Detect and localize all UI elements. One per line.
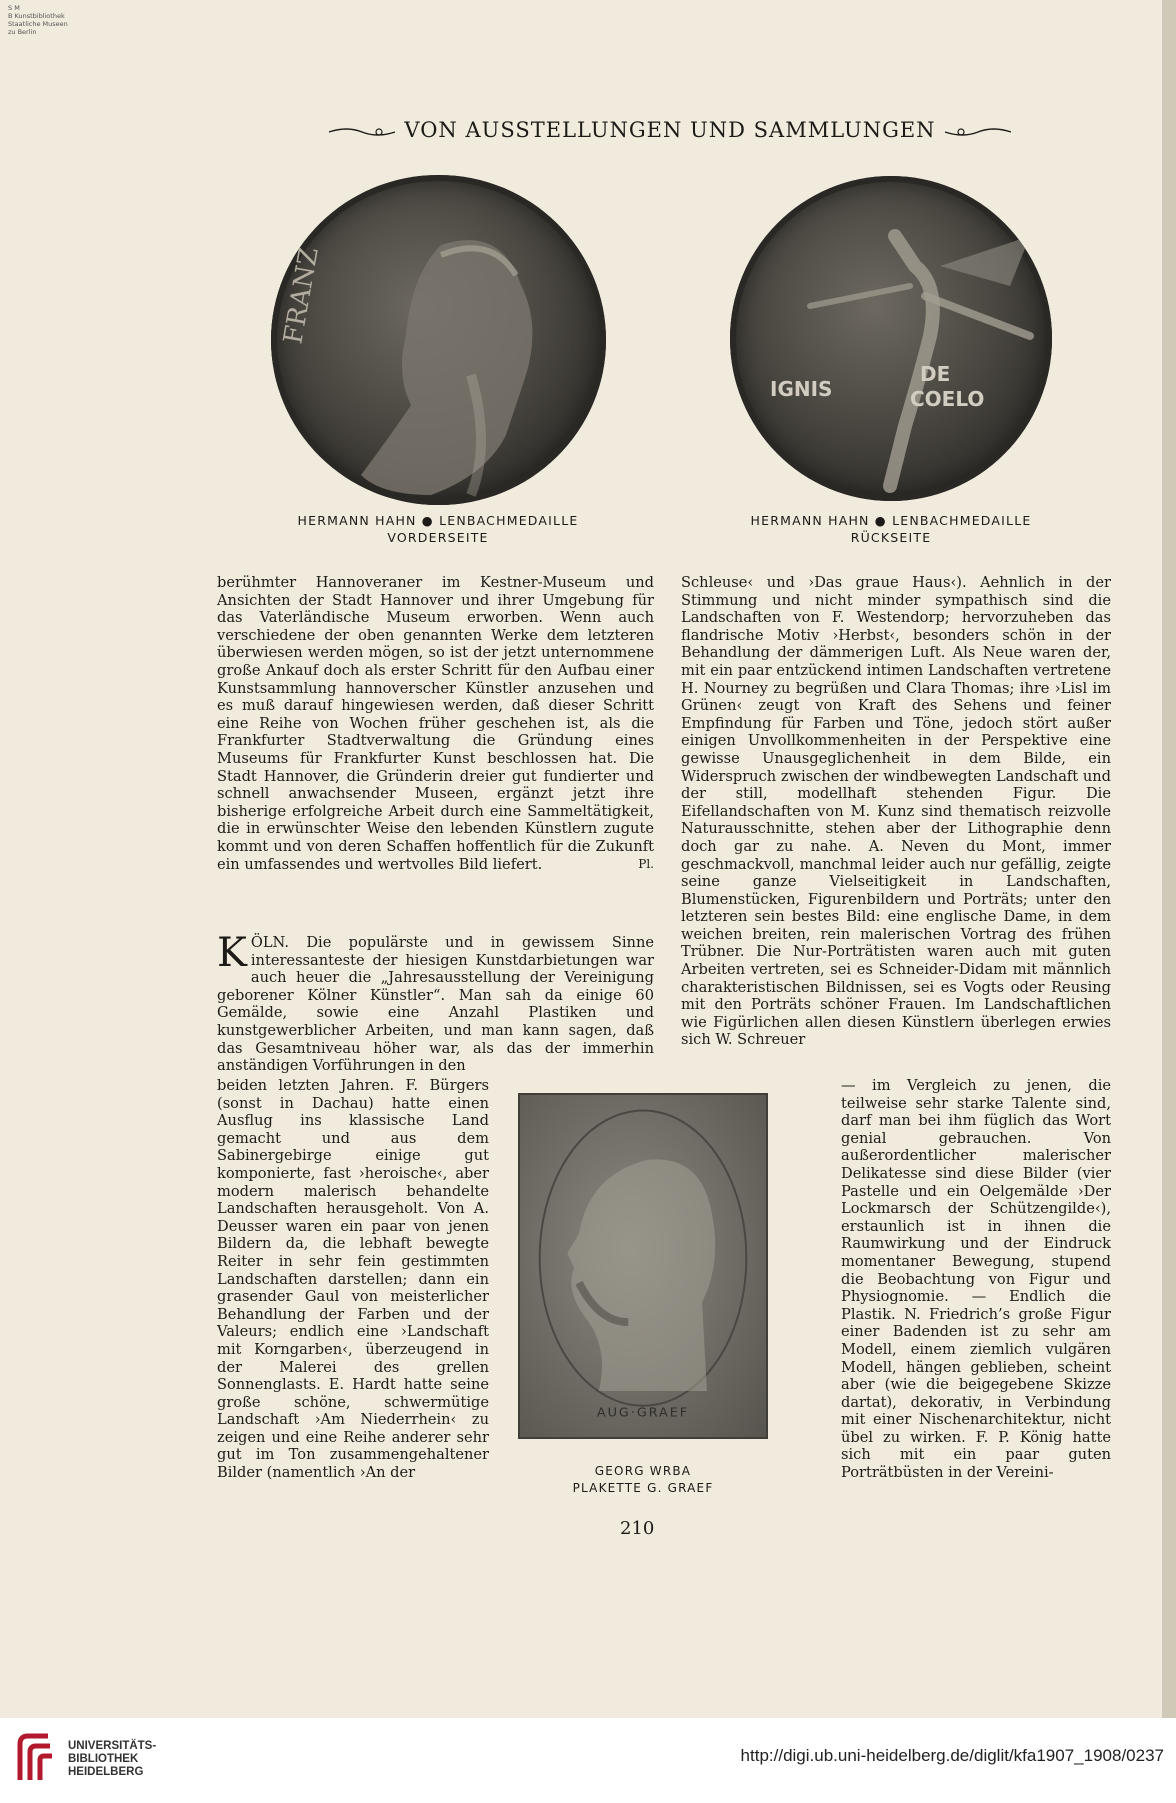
- page-edge: [1162, 0, 1176, 1718]
- viewer-footer: [0, 1718, 1176, 1803]
- lenbach-medal-front: [271, 175, 606, 505]
- left-column-koeln: [217, 930, 654, 1075]
- library-name[interactable]: [68, 1740, 156, 1779]
- caption-line: GEORG WRBA: [594, 1464, 692, 1478]
- section-header: [300, 118, 1040, 142]
- right-column-top: [681, 574, 1111, 1049]
- left-ornament-icon: [327, 124, 397, 140]
- paragraph: ÖLN. Die populärste und in gewissem Sinne interessanteste der hiesigen Kunstdarbietungen war auch heuer die „Jahresausstellung der Vereinigung geborener Kölner Künstler“. Man sah da einige 60 Gemälde, sowie eine Anzahl Plastiken und kunstgewerblicher Arbeiten, und man kann sagen, daß das Gesamtniveau höher war, als das der immerhin anständigen Vorführungen in den: [217, 934, 654, 1075]
- paragraph: beiden letzten Jahren. F. Bürgers (sonst in Dachau) hatte einen Ausflug ins klassische Land gemacht und aus dem Sabinergebirge einige gut komponierte, fast ›heroische‹, aber modern malerisch behandelte Landschaften herausgeholt. Von A. Deusser waren ein paar von jenen Bildern da, die lebhaft bewegte Reiter in sehr fein gestimmten Landschaften darstellen; dann ein grasender Gaul von meisterlicher Behandlung der Farben und der Valeurs; endlich eine ›Landschaft mit Korngarben‹, überzeugend in der Malerei des grellen Sonnenglasts. E. Hardt hatte seine große schöne, schwermütige Landschaft ›Am Niederrhein‹ zu zeigen und eine Reihe anderer sehr gut im Ton zusammengehaltener Bilder (namentlich ›An der: [217, 1077, 489, 1482]
- medal-inscription: DE: [920, 362, 951, 386]
- medal-portrait-icon: [271, 175, 606, 505]
- medal-inscription: IGNIS: [770, 377, 833, 401]
- left-column-narrow: [217, 1077, 489, 1482]
- medal-winged-figure-icon: [730, 176, 1052, 501]
- caption-line: HERMANN HAHN ● LENBACHMEDAILLE: [750, 513, 1032, 528]
- medal-front-caption: [258, 512, 618, 546]
- paragraph: berühmter Hannoveraner im Kestner-Museum und Ansichten der Stadt Hannover und ihrer Umgebung für das Vaterländische Museum erworben. Wenn auch verschiedene der oben genannten Werke dem letzteren überwiesen werden mögen, so ist der jetzt unternommene große Ankauf doch als erster Schritt für den Aufbau einer Kunstsammlung hannoverscher Künstler anzusehen und es muß darauf hingewiesen werden, daß dieser Schritt eine Reihe von Wochen früher geschehen ist, als die Frankfurter Stadtverwaltung die Gründung eines Museums für Frankfurter Kunst beschlossen hat. Die Stadt Hannover, die Gründerin dreier gut fundierter und schnell anwachsender Museen, ergänzt jetzt ihre bisherige erfolgreiche Arbeit durch eine Sammeltätigkeit, die in erwünschter Weise den lebenden Künstlern zugute kommt und von deren Schaffen hoffentlich für die Zukunft ein umfassendes und wertvolles Bild liefert.: [217, 574, 654, 873]
- lenbach-medal-back: [730, 176, 1052, 501]
- library-stamp: S M B Kunstbibliothek Staatliche Museen zu Berlin: [8, 4, 68, 36]
- section-title: VON AUSSTELLUNGEN UND SAMMLUNGEN: [404, 118, 936, 142]
- medal-inscription: COELO: [910, 387, 985, 411]
- drop-cap: K: [217, 930, 247, 976]
- plaque-portrait-icon: [520, 1095, 766, 1437]
- medal-back-caption: [710, 512, 1072, 546]
- right-ornament-icon: [943, 124, 1013, 140]
- left-column-top: [217, 574, 654, 874]
- graef-plaque: [518, 1093, 768, 1439]
- library-name-line: UNIVERSITÄTS-: [68, 1740, 157, 1752]
- university-library-logo-icon[interactable]: [14, 1730, 56, 1788]
- library-name-line: HEIDELBERG: [68, 1766, 144, 1778]
- right-column-narrow: [841, 1077, 1111, 1482]
- paragraph: Schleuse‹ und ›Das graue Haus‹). Aehnlich in der Stimmung und nicht minder sympathisch sind die Landschaften von F. Westendorp; hervorzuheben das flandrische Motiv ›Herbst‹, besonders schön in der Behandlung der dämmerigen Luft. Als Neue waren der, mit ein paar entzückend intimen Landschaften vertretene H. Nourney zu begrüßen und Clara Thomas; ihre ›Lisl im Grünen‹ zeugt von Kraft des Sehens und feiner Empfindung für Farben und Töne, jedoch stört außer einigen Unvollkommenheiten in der Perspektive eine gewisse Unausgeglichenheit in dem Bilde, ein Widerspruch zwischen der windbewegten Landschaft und der still, modellhaft stehenden Figur. Die Eifellandschaften von M. Kunz sind thematisch reizvolle Naturausschnitte, stehen aber der Lithographie denn doch gar zu nahe. A. Neven du Mont, immer geschmackvoll, manchmal leider auch nur gefällig, zeigte seine ganze Vielseitigkeit in Landschaften, Blumenstücken, Figurenbildern und Porträts; unter den letzteren sein bestes Bild: eine englische Dame, in dem weichen breiten, rein malerischen Vortrag des frühen Trübner. Die Nur-Porträtisten waren auch mit guten Arbeiten vertreten, sei es Schneider-Didam mit männlich charakteristischen Bildnissen, sei es Vogts oder Reusing mit den Porträts schöner Frauen. Im Landschaftlichen wie Figürlichen allen diesen Künstlern überlegen erwies sich W. Schreuer: [681, 574, 1111, 1049]
- caption-line: VORDERSEITE: [387, 530, 489, 545]
- medal-inscription: FRANZ: [278, 245, 325, 347]
- caption-line: HERMANN HAHN ● LENBACHMEDAILLE: [297, 513, 579, 528]
- library-name-line: BIBLIOTHEK: [68, 1753, 139, 1765]
- page-number: 210: [620, 1518, 655, 1539]
- author-signature: Pl.: [638, 857, 654, 872]
- plaque-inscription: AUG·GRAEF: [596, 1405, 690, 1421]
- plaque-caption: [548, 1463, 738, 1497]
- document-url-link[interactable]: http://digi.ub.uni-heidelberg.de/diglit/kfa1907_1908/0237: [740, 1746, 1164, 1765]
- caption-line: PLAKETTE G. GRAEF: [572, 1481, 714, 1495]
- caption-line: RÜCKSEITE: [850, 530, 932, 545]
- paragraph: — im Vergleich zu jenen, die teilweise sehr starke Talente sind, darf man bei ihm füglich das Wort genial gebrauchen. Von außerordentlicher malerischer Delikatesse sind diese Bilder (vier Pastelle und ein Oelgemälde ›Der Lockmarsch der Schützengilde‹), erstaunlich ist in ihnen die Raumwirkung und der Eindruck momentaner Bewegung, stupend die Beobachtung von Figur und Physiognomie. — Endlich die Plastik. N. Friedrich’s große Figur einer Badenden ist zu sehr am Modell, einem ziemlich vulgären Modell, hängen geblieben, scheint aber (wie die beigegebene Skizze dartat), dekorativ, in Verbindung mit einer Nischenarchitektur, nicht übel zu wirken. F. P. König hatte sich mit ein paar guten Porträtbüsten in der Vereini-: [841, 1077, 1111, 1482]
